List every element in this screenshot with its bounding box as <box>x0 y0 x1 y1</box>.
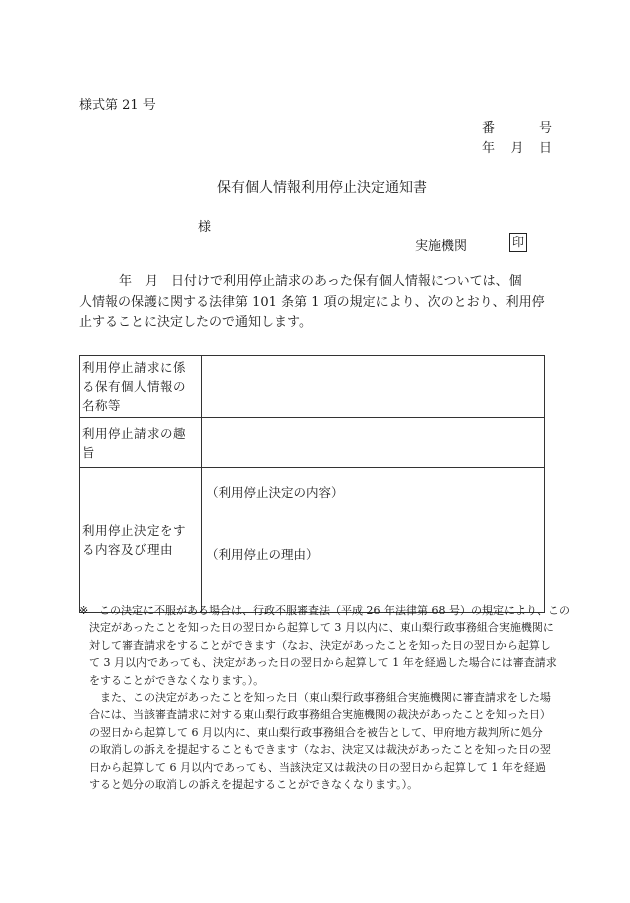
note-line: この決定に不服がある場合は、行政不服審査法（平成 26 年法律第 68 号）の規定により、この <box>99 604 570 617</box>
note-mark: ※ <box>79 604 89 617</box>
decision-content-label: （利用停止決定の内容） <box>206 485 344 500</box>
decision-table <box>79 355 545 613</box>
label-line: 名称等 <box>82 398 122 413</box>
note-line: すると処分の取消しの訴えを提起することができなくなります。）。 <box>89 778 419 792</box>
issuer-label: 実施機関 <box>415 239 468 254</box>
note-line: をすることができなくなります。）。 <box>89 673 265 687</box>
month-label: 月 <box>510 141 524 156</box>
form-number: 様式第 21 号 <box>79 98 156 113</box>
label-line: 旨 <box>82 444 96 460</box>
document-number-row <box>482 117 552 136</box>
label-line: 利用停止決定をす <box>82 523 187 538</box>
label-line: 利用停止請求の趣 <box>82 425 187 441</box>
date-row <box>482 137 552 156</box>
note-line: 決定があったことを知った日の翌日から起算して 3 月以内に、東山梨行政事務組合実施機関に <box>89 621 554 635</box>
value-item-name[interactable] <box>202 356 545 418</box>
note-line: て 3 月以内であっても、決定があった日の翌日から起算して 1 年を経過した場合には審査請求 <box>89 656 557 670</box>
label-line: る内容及び理由 <box>82 542 174 557</box>
table-row-request-purpose <box>80 418 545 468</box>
value-request-purpose[interactable] <box>202 418 545 468</box>
intro-line: 止することに決定したので通知します。 <box>79 315 312 330</box>
ban-label: 番 <box>482 121 496 136</box>
label-line: る保有個人情報の <box>82 379 187 394</box>
document-title: 保有個人情報利用停止決定通知書 <box>217 180 427 196</box>
appeal-notes <box>79 602 570 793</box>
addressee-suffix: 様 <box>198 220 212 235</box>
label-item-name <box>80 356 202 418</box>
note-line: の翌日から起算して 6 月以内に、東山梨行政事務組合を被告として、甲府地方裁判所に処分 <box>89 725 543 739</box>
note-line: 対して審査請求をすることができます（なお、決定があったことを知った日の翌日から起算し <box>89 638 551 652</box>
note-line: の取消しの訴えを提起することもできます（なお、決定又は裁決があったことを知った日の翌 <box>89 743 551 757</box>
label-decision <box>80 468 202 613</box>
intro-paragraph <box>79 272 545 334</box>
day-label: 日 <box>538 141 552 156</box>
seal-box: 印 <box>509 233 527 252</box>
table-row-item-name <box>80 356 545 418</box>
table-row-decision <box>80 468 545 613</box>
value-decision[interactable] <box>202 468 545 613</box>
note-line: また、この決定があったことを知った日（東山梨行政事務組合実施機関に審査請求をした場 <box>89 691 551 705</box>
intro-line: 年 月 日付けで利用停止請求のあった保有個人情報については、個 <box>119 274 522 289</box>
note-line: 合には、当該審査請求に対する東山梨行政事務組合実施機関の裁決があったことを知った日） <box>89 708 551 722</box>
year-label: 年 <box>482 141 496 156</box>
decision-reason-label: （利用停止の理由） <box>206 547 319 562</box>
label-line: 利用停止請求に係 <box>82 360 187 375</box>
intro-line: 人情報の保護に関する法律第 101 条第 1 項の規定により、次のとおり、利用停 <box>79 294 545 310</box>
gou-label: 号 <box>538 121 552 136</box>
label-request-purpose <box>80 418 202 468</box>
note-line: 日から起算して 6 月以内であっても、当該決定又は裁決の日の翌日から起算して 1 年を経過 <box>89 760 546 774</box>
